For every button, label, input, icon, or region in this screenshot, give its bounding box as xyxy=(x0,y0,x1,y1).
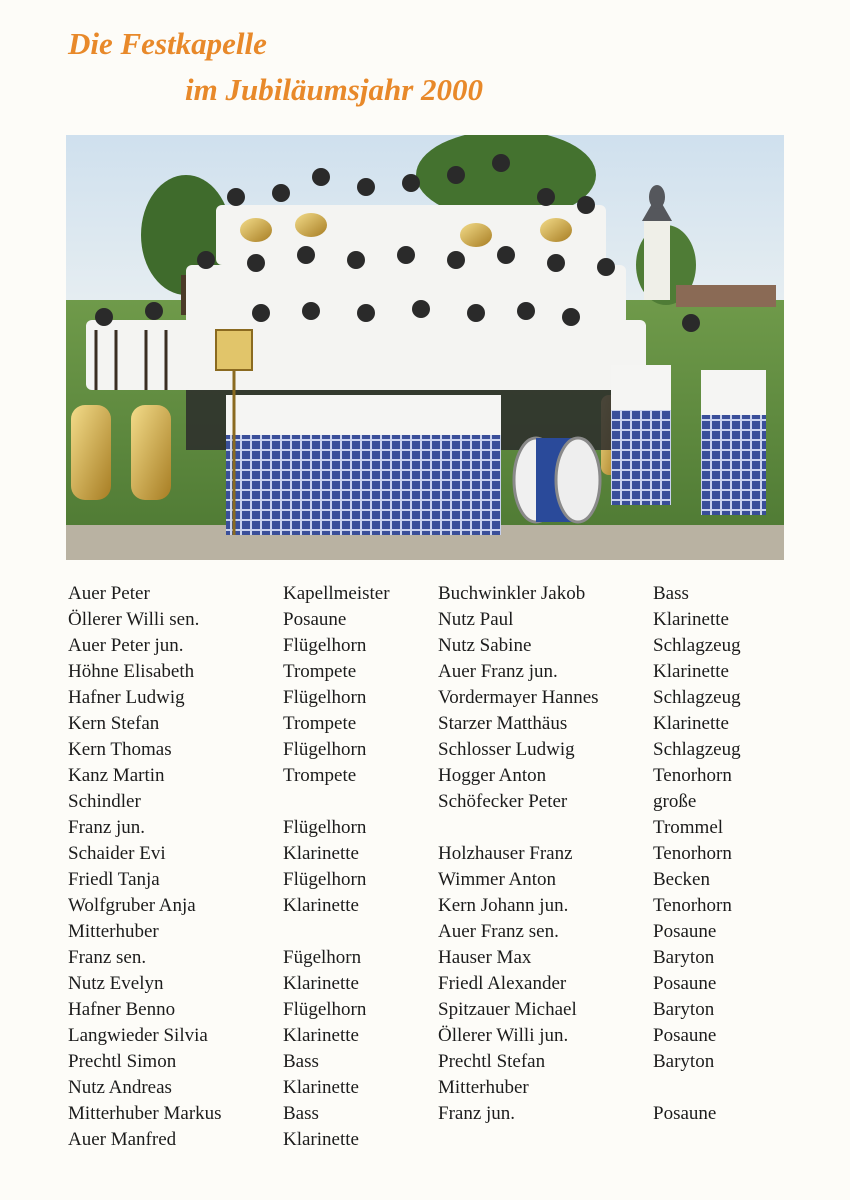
member-name: Nutz Andreas xyxy=(68,1077,172,1098)
member-instrument: Posaune xyxy=(283,609,347,630)
member-name: Franz jun. xyxy=(438,1103,516,1124)
member-name: Langwieder Silvia xyxy=(68,1025,208,1046)
member-name: Höhne Elisabeth xyxy=(68,661,195,682)
page-title-line-2: im Jubiläumsjahr 2000 xyxy=(185,72,484,107)
member-instrument: Baryton xyxy=(653,1051,715,1072)
member-name: Kern Thomas xyxy=(68,739,172,760)
member-instrument: Trommel xyxy=(653,817,724,838)
member-instrument: Klarinette xyxy=(283,1129,359,1150)
member-instrument: Tenorhorn xyxy=(653,765,732,786)
member-instrument: Posaune xyxy=(653,973,717,994)
member-instrument: Bass xyxy=(653,583,689,604)
member-instrument: Bass xyxy=(283,1103,319,1124)
member-name: Starzer Matthäus xyxy=(438,713,568,734)
member-instrument xyxy=(653,1075,741,1101)
member-name: Wimmer Anton xyxy=(438,869,556,890)
member-name: Auer Franz jun. xyxy=(438,661,558,682)
member-instrument: Schlagzeug xyxy=(653,687,741,708)
member-instrument: große xyxy=(653,791,697,812)
member-name: Schöfecker Peter xyxy=(438,791,568,812)
member-name: Prechtl Simon xyxy=(68,1051,177,1072)
member-name: Hogger Anton xyxy=(438,765,547,786)
member-name: Holzhauser Franz xyxy=(438,843,573,864)
member-name: Wolfgruber Anja xyxy=(68,895,196,916)
page-title-line-1: Die Festkapelle xyxy=(68,26,267,61)
member-instrument: Flügelhorn xyxy=(283,739,367,760)
member-instrument: Klarinette xyxy=(653,609,729,630)
member-name: Mitterhuber Markus xyxy=(68,1103,222,1124)
member-name: Kanz Martin xyxy=(68,765,165,786)
band-group-photo xyxy=(66,135,784,560)
member-instrument: Klarinette xyxy=(653,661,729,682)
member-instrument: Posaune xyxy=(653,1025,717,1046)
member-name: Mitterhuber xyxy=(438,1077,529,1098)
member-name: Öllerer Willi jun. xyxy=(438,1025,569,1046)
member-instrument: Schlagzeug xyxy=(653,635,741,656)
roster-instruments-right xyxy=(653,581,741,1127)
member-name xyxy=(438,815,599,841)
member-instrument: Becken xyxy=(653,869,710,890)
member-name: Nutz Sabine xyxy=(438,635,532,656)
member-instrument: Flügelhorn xyxy=(283,687,367,708)
member-name: Franz jun. xyxy=(68,817,146,838)
member-instrument: Klarinette xyxy=(283,973,359,994)
member-name: Vordermayer Hannes xyxy=(438,687,599,708)
member-name: Öllerer Willi sen. xyxy=(68,609,200,630)
member-name: Friedl Alexander xyxy=(438,973,567,994)
member-name: Auer Peter xyxy=(68,583,150,604)
member-instrument: Posaune xyxy=(653,921,717,942)
member-name: Schaider Evi xyxy=(68,843,166,864)
member-name: Mitterhuber xyxy=(68,921,159,942)
member-name: Auer Manfred xyxy=(68,1129,177,1150)
member-name: Kern Stefan xyxy=(68,713,160,734)
member-instrument: Fügelhorn xyxy=(283,947,362,968)
member-instrument: Flügelhorn xyxy=(283,869,367,890)
member-name: Spitzauer Michael xyxy=(438,999,577,1020)
member-name: Prechtl Stefan xyxy=(438,1051,546,1072)
roster-names-right xyxy=(438,581,599,1127)
member-instrument: Baryton xyxy=(653,999,715,1020)
member-instrument: Trompete xyxy=(283,661,357,682)
member-name: Auer Peter jun. xyxy=(68,635,184,656)
member-instrument: Tenorhorn xyxy=(653,843,732,864)
member-name: Hauser Max xyxy=(438,947,532,968)
member-instrument: Trompete xyxy=(283,765,357,786)
member-name: Friedl Tanja xyxy=(68,869,160,890)
member-name: Auer Franz sen. xyxy=(438,921,559,942)
member-instrument: Posaune xyxy=(653,1103,717,1124)
member-name: Nutz Paul xyxy=(438,609,514,630)
member-name: Schlosser Ludwig xyxy=(438,739,575,760)
member-instrument: Klarinette xyxy=(283,1025,359,1046)
member-name: Buchwinkler Jakob xyxy=(438,583,586,604)
member-name: Schindler xyxy=(68,791,141,812)
member-instrument: Flügelhorn xyxy=(283,635,367,656)
member-instrument: Tenorhorn xyxy=(653,895,732,916)
member-instrument xyxy=(283,789,390,815)
member-instrument: Klarinette xyxy=(283,1077,359,1098)
member-name: Nutz Evelyn xyxy=(68,973,164,994)
member-name: Hafner Benno xyxy=(68,999,176,1020)
member-instrument: Flügelhorn xyxy=(283,817,367,838)
roster-instruments-left xyxy=(283,581,390,1153)
member-name: Kern Johann jun. xyxy=(438,895,569,916)
member-instrument: Klarinette xyxy=(653,713,729,734)
roster-names-left xyxy=(68,581,222,1153)
member-instrument: Bass xyxy=(283,1051,319,1072)
member-instrument: Trompete xyxy=(283,713,357,734)
member-instrument: Flügelhorn xyxy=(283,999,367,1020)
member-name: Franz sen. xyxy=(68,947,147,968)
member-instrument xyxy=(283,919,390,945)
member-name: Hafner Ludwig xyxy=(68,687,185,708)
member-instrument: Klarinette xyxy=(283,895,359,916)
member-instrument: Kapellmeister xyxy=(283,583,390,604)
member-instrument: Klarinette xyxy=(283,843,359,864)
member-instrument: Baryton xyxy=(653,947,715,968)
member-instrument: Schlagzeug xyxy=(653,739,741,760)
